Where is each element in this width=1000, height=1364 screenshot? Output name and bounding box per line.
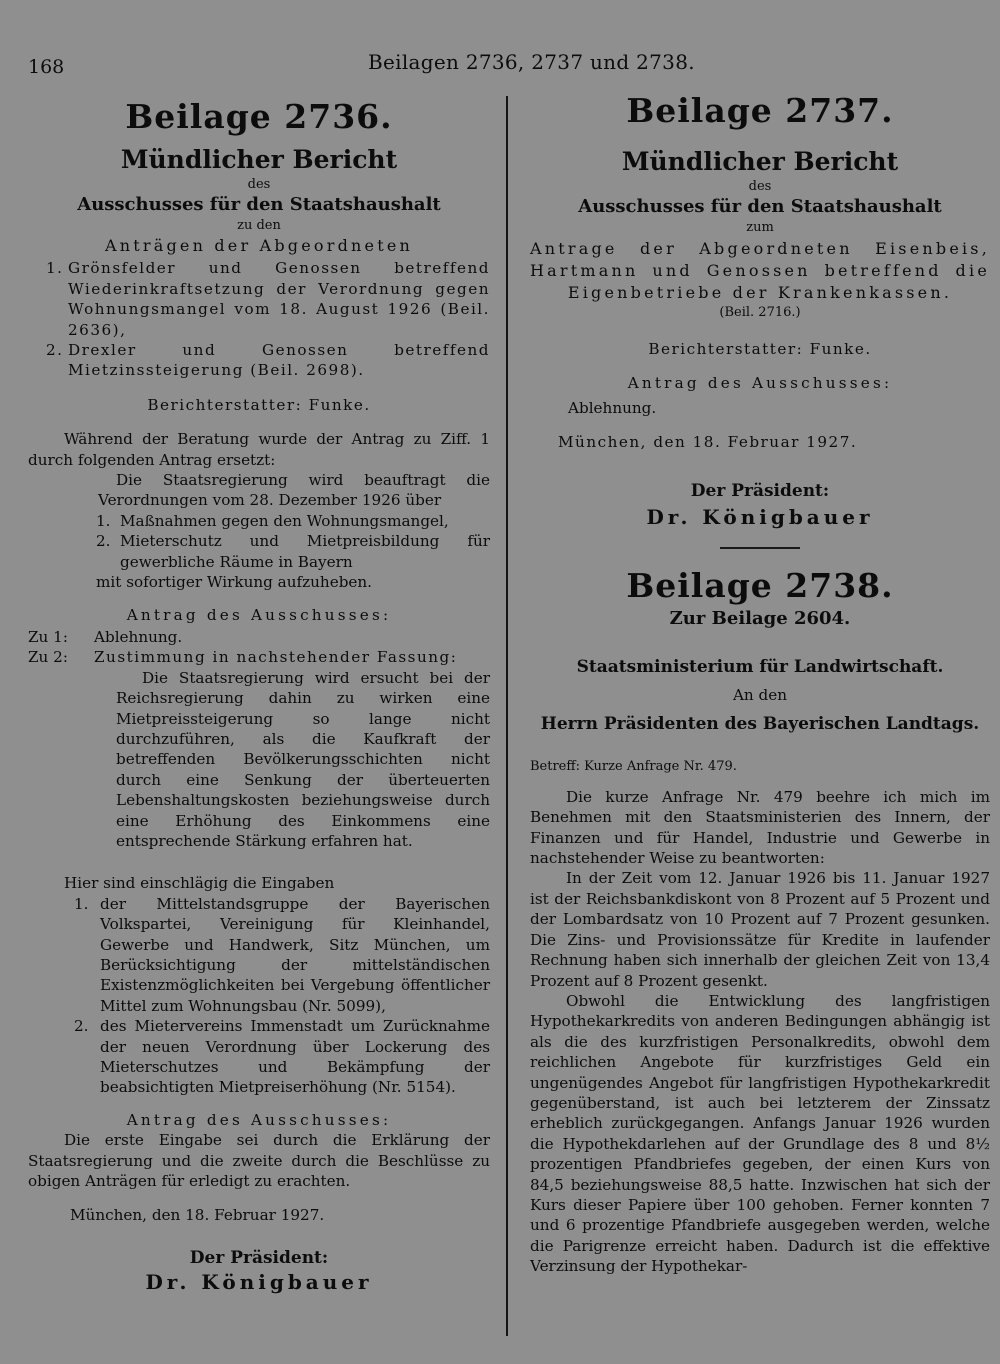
addressee-line: Herrn Präsidenten des Bayerischen Landtags. <box>540 713 980 734</box>
replacement-item: 2. Mieterschutz und Mietpreisbildung für gewerbliche Räume in Bayern <box>96 532 490 571</box>
column-divider <box>506 96 508 1336</box>
beilage-2738-heading: Beilage 2738. <box>626 566 894 606</box>
reporter-line: Berichterstatter: Funke. <box>648 340 872 358</box>
motion-item: 2. Drexler und Genossen betreffend Mietzinssteigerung (Beil. 2698). <box>46 341 490 380</box>
an-den-label: An den <box>732 686 788 705</box>
report-title: Mündlicher Bericht <box>120 145 398 174</box>
reporter-line: Berichterstatter: Funke. <box>147 395 371 414</box>
president-label: Der Präsident: <box>189 1247 329 1268</box>
zu-den-label: zu den <box>237 218 281 233</box>
antrag-heading-2: Antrag des Ausschusses: <box>126 1110 392 1129</box>
president-name: Dr. Königbauer <box>646 505 874 530</box>
antraegen-heading: Anträgen der Abgeordneten <box>104 236 414 255</box>
antrag-description: Antrage der Abgeordneten Eisenbeis, Hartmann und Genossen betreffend die Eigenbetriebe der Krankenkassen. <box>530 239 990 302</box>
section-separator <box>720 547 800 549</box>
left-column <box>28 96 490 1293</box>
antrag-heading: Antrag des Ausschusses: <box>126 605 392 624</box>
answer-paragraph-1: Die kurze Anfrage Nr. 479 beehre ich mich im Benehmen mit den Staatsministerien des Innern, der Finanzen und für Handel, Industrie und Gewerbe in nachstehender Weise zu beantworten: <box>530 787 990 868</box>
ablehnung-line: Ablehnung. <box>568 398 657 417</box>
des-label: des <box>247 177 271 192</box>
replacement-item: 1. Maßnahmen gegen den Wohnungsmangel, <box>96 511 449 530</box>
eingabe-item: 2. des Mietervereins Immenstadt um Zurücknahme der neuen Verordnung über Lockerung des Mieterschutzes und Bekämpfung der beabsichtigten Mietpreiserhöhung (Nr. 5154). <box>74 1017 490 1097</box>
beilage-2737-heading: Beilage 2737. <box>626 91 894 130</box>
zu2-quote: Die Staatsregierung wird ersucht bei der Reichsregierung dahin zu wirken eine Mietpreissteigerung so lange nicht durchzuführen, als die Kaufkraft der betreffenden Bevölkerungsschichten nicht durch eine Senkung der überteuerten Lebenshaltungskosten beziehungsweise durch eine Erhöhung des Einkommens eine entsprechende Stärkung erfahren hat. <box>116 668 490 850</box>
eingabe-item: 1. der Mittelstandsgruppe der Bayerischen Volkspartei, Vereinigung für Kleinhandel, Gewerbe und Handwerk, Sitz München, um Berücksichtigung der mittelständischen Existenzmöglichkeiten bei Vergebung öffentlicher Mittel zum Wohnungsbau (Nr. 5099), <box>74 894 490 1015</box>
motion-list <box>28 258 490 380</box>
president-label: Der Präsident: <box>690 480 830 501</box>
replacement-intro: Die Staatsregierung wird beauftragt die Verordnungen vom 28. Dezember 1926 über <box>98 471 490 510</box>
report-title: Mündlicher Bericht <box>621 147 899 176</box>
page-header <box>28 50 978 82</box>
committee-name: Ausschusses für den Staatshaushalt <box>578 196 942 217</box>
motion-item: 1. Grönsfelder und Genossen betreffend Wiederinkraftsetzung der Verordnung gegen Wohnungsmangel vom 18. August 1926 (Beil. 2636), <box>46 259 490 339</box>
zum-label: zum <box>746 220 774 235</box>
beilage-2736-heading: Beilage 2736. <box>125 97 393 136</box>
replacement-list <box>28 511 490 572</box>
betreff-line: Betreff: Kurze Anfrage Nr. 479. <box>530 758 737 774</box>
running-title: Beilagen 2736, 2737 und 2738. <box>368 50 695 74</box>
answer-paragraph-3: Obwohl die Entwicklung des langfristigen Hypothekarkredits von anderen Bedingungen abhängig ist als die des kurzfristigen Personalkredits, obwohl dem reichlichen Angebote für kurzfristiges Geld ein ungenügendes Angebot für langfristigen Hypothekarkredit gegenüberstand, ist auch bei letzterem der Zinssatz erheblich zurückgegangen. Anfangs Januar 1926 wurden die Hypothekdarlehen auf der Grundlage des 8 und 8½ prozentigen Pfandbriefes gegeben, der einen Kurs von 84,5 beziehungsweise 88,5 hatte. Inzwischen hat sich der Kurs dieser Papiere über 100 gehoben. Ferner konnten 7 und 6 prozentige Pfandbriefe ausgegeben werden, welche die Parigrenze erreicht haben. Dadurch ist die effektive Verzinsung der Hypothekar- <box>530 991 990 1276</box>
replacement-end: mit sofortiger Wirkung aufzuheben. <box>96 573 373 592</box>
date-line: München, den 18. Februar 1927. <box>70 1206 325 1225</box>
zu2-line: Zu 2: Zustimmung in nachstehender Fassung: <box>28 648 458 667</box>
right-column <box>530 90 990 1277</box>
eingaben-list <box>28 894 490 1098</box>
answer-paragraph-2: In der Zeit vom 12. Januar 1926 bis 11. Januar 1927 ist der Reichsbankdiskont von 8 Prozent auf 5 Prozent und der Lombardsatz von 10 Prozent auf 7 Prozent gesunken. Die Zins- und Provisionssätze für Kredite in laufender Rechnung haben sich innerhalb der gleichen Zeit von 13,4 Prozent auf 8 Prozent gesenkt. <box>530 869 990 990</box>
des-label: des <box>748 179 772 194</box>
beilage-reference: (Beil. 2716.) <box>719 305 801 320</box>
zur-beilage-line: Zur Beilage 2604. <box>669 608 851 630</box>
beratung-paragraph: Während der Beratung wurde der Antrag zu Ziff. 1 durch folgenden Antrag ersetzt: <box>28 430 490 469</box>
date-line: München, den 18. Februar 1927. <box>558 433 858 452</box>
zu1-line: Zu 1: Ablehnung. <box>28 627 183 646</box>
page-number: 168 <box>28 56 65 78</box>
committee-name: Ausschusses für den Staatshaushalt <box>77 194 441 215</box>
final-resolution: Die erste Eingabe sei durch die Erklärung der Staatsregierung und die zweite durch die Beschlüsse zu obigen Anträgen für erledigt zu erachten. <box>28 1131 490 1191</box>
ministry-name: Staatsministerium für Landwirtschaft. <box>576 657 944 678</box>
president-name: Dr. Königbauer <box>145 1270 373 1295</box>
eingaben-intro: Hier sind einschlägig die Eingaben <box>64 874 335 893</box>
antrag-heading: Antrag des Ausschusses: <box>627 374 893 393</box>
